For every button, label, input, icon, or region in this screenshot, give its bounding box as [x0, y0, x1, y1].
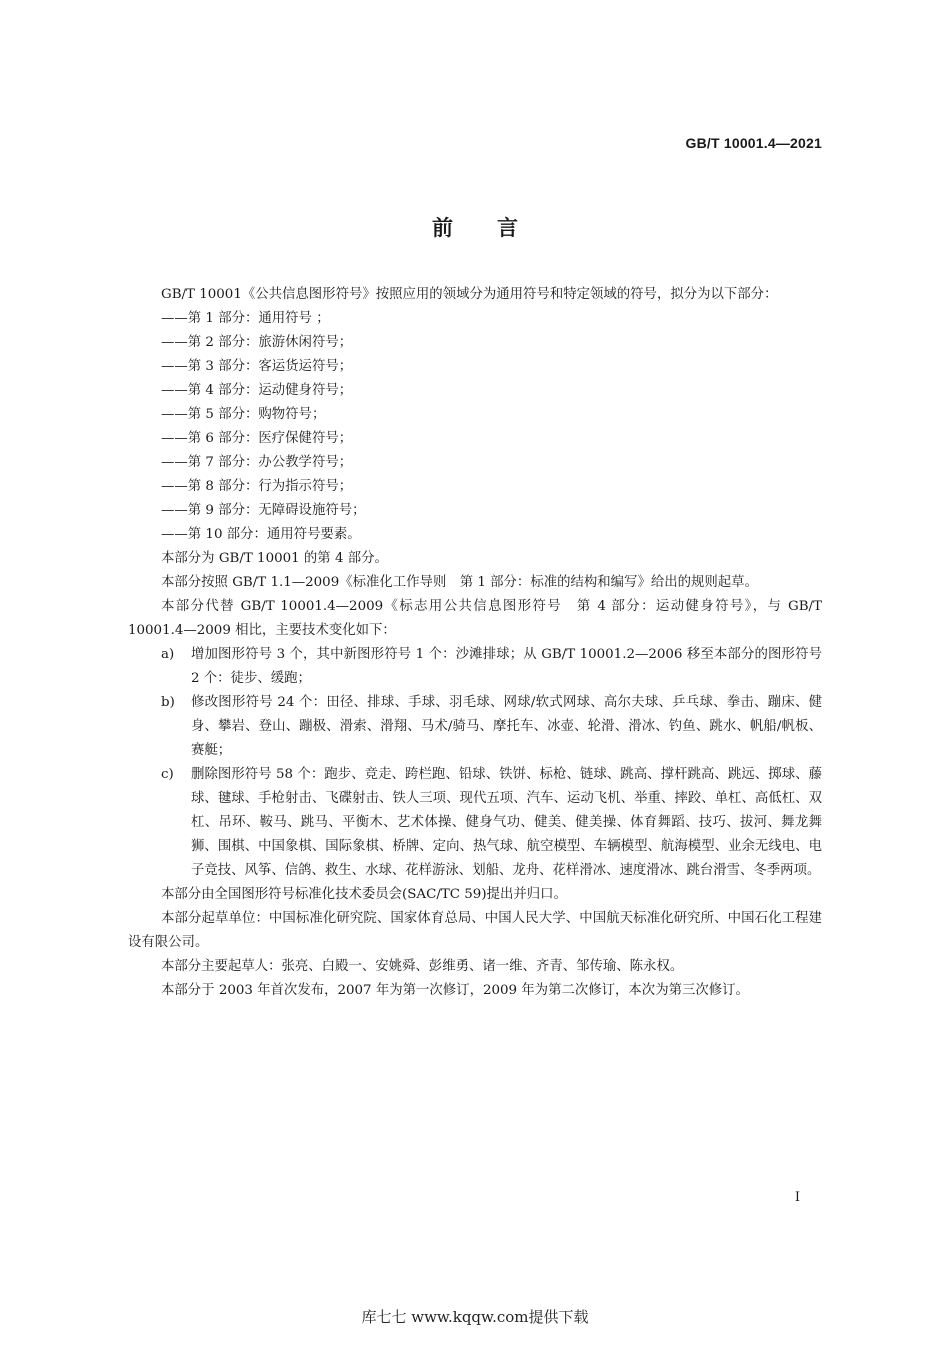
drafters-paragraph: 本部分主要起草人：张亮、白殿一、安姚舜、彭维勇、诸一维、齐青、邹传瑜、陈永权。	[161, 959, 684, 974]
part-item: ——第 3 部分：客运货运符号；	[161, 359, 353, 374]
part-item: ——第 4 部分：运动健身符号；	[161, 383, 353, 398]
intro-paragraph: GB/T 10001《公共信息图形符号》按照应用的领域分为通用符号和特定领域的符号，拟分为以下部分：	[161, 287, 778, 302]
part-item: ——第 1 部分：通用符号 ；	[161, 311, 330, 326]
change-item	[128, 763, 822, 883]
replaces-paragraph: 本部分代替 GB/T 10001.4—2009《标志用公共信息图形符号 第 4 部分：运动健身符号》，与 GB/T 10001.4—2009 相比，主要技术变化如下：	[128, 599, 822, 638]
change-item	[128, 691, 822, 763]
changes-list	[128, 643, 822, 883]
parts-list	[128, 307, 822, 547]
page-number: I	[794, 1190, 800, 1205]
part-of-paragraph: 本部分为 GB/T 10001 的第 4 部分。	[161, 551, 388, 566]
part-item: ——第 9 部分：无障碍设施符号；	[161, 503, 366, 518]
change-marker: c)	[161, 767, 174, 782]
part-item: ——第 8 部分：行为指示符号；	[161, 479, 353, 494]
document-body	[128, 283, 822, 1003]
part-item: ——第 10 部分：通用符号要素。	[161, 527, 361, 542]
change-item	[128, 643, 822, 691]
page-title: 前言	[432, 216, 562, 240]
change-text: 修改图形符号 24 个：田径、排球、手球、羽毛球、网球/软式网球、高尔夫球、乒乓球、拳击、蹦床、健身、攀岩、登山、蹦极、滑索、滑翔、马术/骑马、摩托车、冰壶、轮滑、滑冰、钓鱼、跳水、帆船/帆板、赛艇；	[191, 695, 822, 758]
change-marker: a)	[161, 647, 175, 662]
part-item: ——第 6 部分：医疗保健符号；	[161, 431, 353, 446]
standard-number: GB/T 10001.4—2021	[685, 135, 822, 151]
download-watermark: 库七七 www.kqqw.com提供下载	[361, 1308, 589, 1326]
change-text: 删除图形符号 58 个：跑步、竞走、跨栏跑、铅球、铁饼、标枪、链球、跳高、撑杆跳高、跳远、掷球、藤球、毽球、手枪射击、飞碟射击、铁人三项、现代五项、汽车、运动飞机、举重、摔跤、单杠、高低杠、双杠、吊环、鞍马、跳马、平衡木、艺术体操、健身气功、健美、健美操、体育舞蹈、技巧、拔河、舞龙舞狮、围棋、中国象棋、国际象棋、桥牌、定向、热气球、航空模型、车辆模型、航海模型、业余无线电、电子竞技、风筝、信鸽、救生、水球、花样游泳、划船、龙舟、花样滑冰、速度滑冰、跳台滑雪、冬季两项。	[191, 767, 822, 878]
part-item: ——第 2 部分：旅游休闲符号；	[161, 335, 353, 350]
part-item: ——第 5 部分：购物符号；	[161, 407, 326, 422]
history-paragraph: 本部分于 2003 年首次发布，2007 年为第一次修订，2009 年为第二次修订，本次为第三次修订。	[161, 983, 749, 998]
change-marker: b)	[161, 695, 175, 710]
drafting-rules-paragraph: 本部分按照 GB/T 1.1—2009《标准化工作导则 第 1 部分：标准的结构和编写》给出的规则起草。	[161, 575, 758, 590]
drafting-units-paragraph: 本部分起草单位：中国标准化研究院、国家体育总局、中国人民大学、中国航天标准化研究所、中国石化工程建设有限公司。	[128, 911, 822, 950]
part-item: ——第 7 部分：办公教学符号；	[161, 455, 353, 470]
change-text: 增加图形符号 3 个，其中新图形符号 1 个：沙滩排球；从 GB/T 10001.2—2006 移至本部分的图形符号 2 个：徒步、缓跑；	[191, 647, 822, 686]
proposer-paragraph: 本部分由全国图形符号标准化技术委员会(SAC/TC 59)提出并归口。	[161, 887, 567, 902]
